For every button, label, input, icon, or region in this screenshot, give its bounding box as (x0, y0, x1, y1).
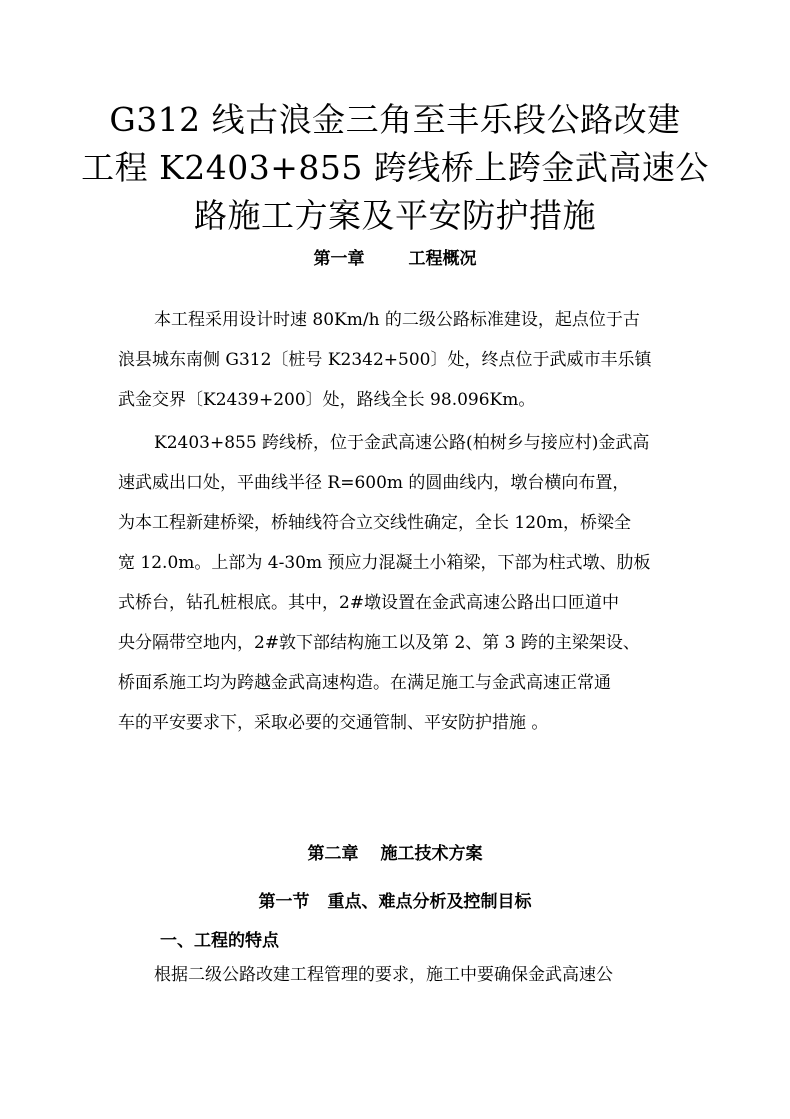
title-line-1: G312 线古浪金三角至丰乐段公路改建 (109, 100, 681, 139)
section-1-heading (0, 890, 790, 914)
paragraph-line: 本工程采用设计时速 80Km/h 的二级公路标准建设，起点位于古 (154, 310, 640, 330)
paragraph-line: 桥面系施工均为跨越金武高速构造。在满足施工与金武高速正常通 (118, 673, 611, 693)
chapter-2-title: 施工技术方案 (380, 844, 483, 864)
paragraph-line: 式桥台，钻孔桩根底。其中，2#墩设置在金武高速公路出口匝道中 (118, 593, 620, 613)
chapter-1-heading (0, 247, 790, 271)
paragraph-line: 车的平安要求下，采取必要的交通管制、平安防护措施 。 (118, 713, 549, 733)
paragraph-line: K2403+855 跨线桥，位于金武高速公路(柏树乡与接应村)金武高 (154, 433, 650, 453)
section-1-number: 第一节 (258, 892, 310, 912)
title-line-3: 路施工方案及平安防护措施 (194, 196, 596, 235)
paragraph-bridge-description (118, 423, 678, 743)
paragraph-line: 武金交界〔K2439+200〕处，路线全长 98.096Km。 (118, 390, 536, 410)
paragraph-line: 央分隔带空地内，2#敦下部结构施工以及第 2、第 3 跨的主梁架设、 (118, 633, 640, 653)
chapter-2-heading (0, 842, 790, 866)
paragraph-line: 速武威出口处，平曲线半径 R=600m 的圆曲线内，墩台横向布置， (118, 473, 630, 493)
chapter-2-number: 第二章 (307, 844, 359, 864)
paragraph-project-overview (118, 300, 678, 420)
paragraph-line: 为本工程新建桥梁，桥轴线符合立交线性确定，全长 120m，桥梁全 (118, 513, 631, 533)
document-title (60, 96, 730, 240)
title-line-2: 工程 K2403+855 跨线桥上跨金武高速公 (81, 148, 709, 187)
subsection-1-heading: 一、工程的特点 (160, 931, 279, 951)
chapter-1-number: 第一章 (313, 249, 365, 269)
paragraph-project-features (118, 955, 678, 995)
paragraph-line: 根据二级公路改建工程管理的要求，施工中要确保金武高速公 (154, 965, 613, 985)
paragraph-line: 宽 12.0m。上部为 4-30m 预应力混凝土小箱梁，下部为柱式墩、肋板 (118, 553, 651, 573)
paragraph-line: 浪县城东南侧 G312〔桩号 K2342+500〕处，终点位于武威市丰乐镇 (118, 350, 652, 370)
chapter-1-title: 工程概况 (408, 249, 477, 269)
section-1-title: 重点、难点分析及控制目标 (327, 892, 532, 912)
